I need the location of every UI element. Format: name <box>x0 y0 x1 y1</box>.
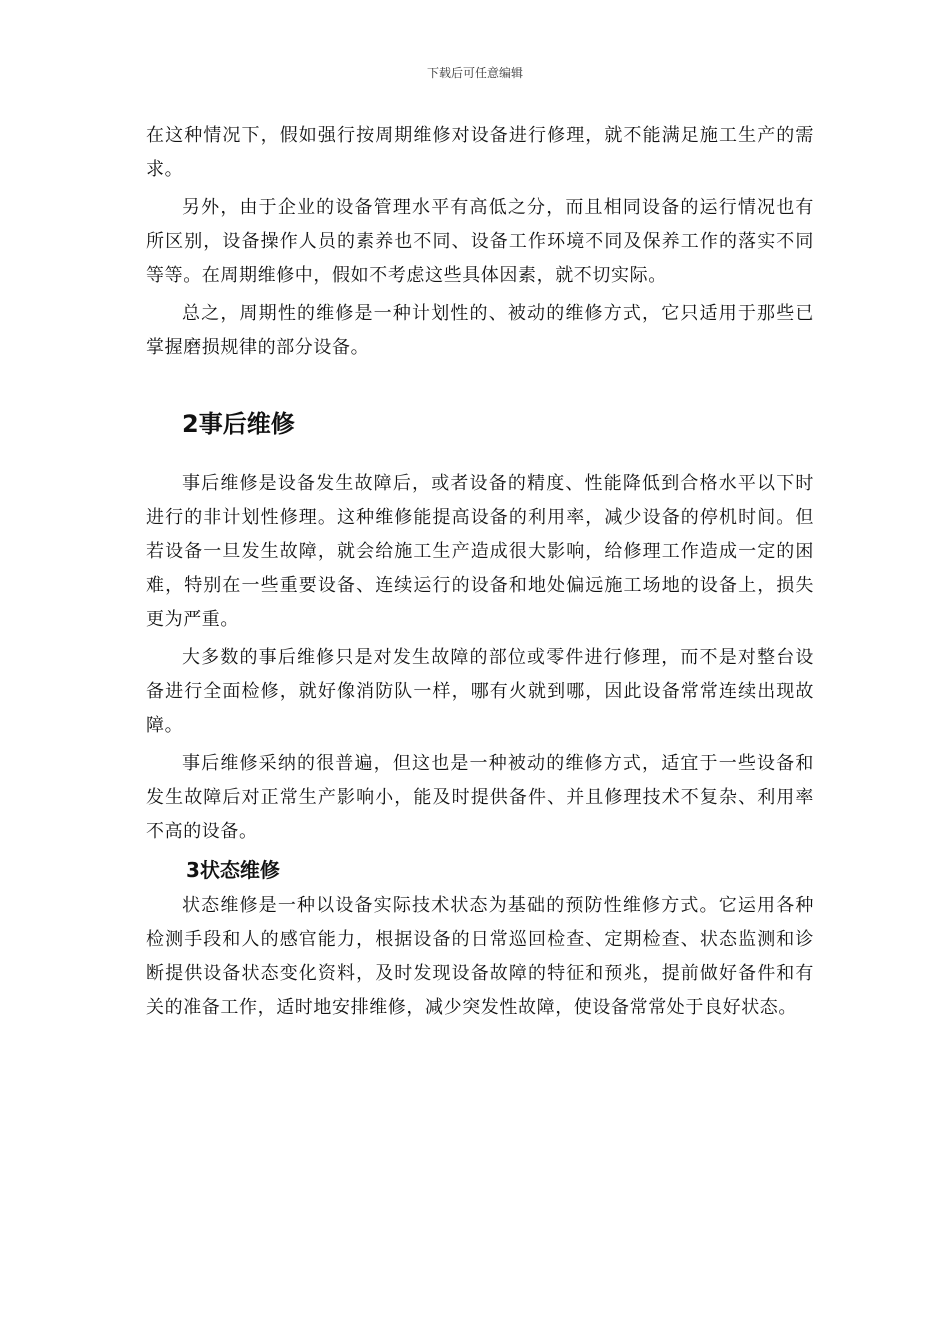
section-title-2: 2事后维修 <box>182 410 295 438</box>
document-body <box>146 119 814 1025</box>
page-header: 下载后可任意编辑 <box>426 66 523 80</box>
section-title-3: 3状态维修 <box>186 858 280 882</box>
paragraph: 在这种情况下，假如强行按周期维修对设备进行修理，就不能满足施工生产的需求。 <box>146 125 814 180</box>
paragraph: 大多数的事后维修只是对发生故障的部位或零件进行修理，而不是对整台设备进行全面检修，就好像消防队一样，哪有火就到哪，因此设备常常连续出现故障。 <box>146 647 814 736</box>
paragraph: 事后维修采纳的很普遍，但这也是一种被动的维修方式，适宜于一些设备和发生故障后对正常生产影响小，能及时提供备件、并且修理技术不复杂、利用率不高的设备。 <box>146 753 814 842</box>
paragraph: 事后维修是设备发生故障后，或者设备的精度、性能降低到合格水平以下时进行的非计划性修理。这种维修能提高设备的利用率，减少设备的停机时间。但若设备一旦发生故障，就会给施工生产造成很大影响，给修理工作造成一定的困难，特别在一些重要设备、连续运行的设备和地处偏远施工场地的设备上，损失更为严重。 <box>146 473 814 630</box>
paragraph: 总之，周期性的维修是一种计划性的、被动的维修方式，它只适用于那些已掌握磨损规律的部分设备。 <box>146 303 814 358</box>
paragraph: 状态维修是一种以设备实际技术状态为基础的预防性维修方式。它运用各种检测手段和人的感官能力，根据设备的日常巡回检查、定期检查、状态监测和诊断提供设备状态变化资料，及时发现设备故障的特征和预兆，提前做好备件和有关的准备工作，适时地安排维修，减少突发性故障，使设备常常处于良好状态。 <box>146 895 814 1018</box>
paragraph: 另外，由于企业的设备管理水平有高低之分，而且相同设备的运行情况也有所区别，设备操作人员的素养也不同、设备工作环境不同及保养工作的落实不同等等。在周期维修中，假如不考虑这些具体因素，就不切实际。 <box>146 197 814 286</box>
